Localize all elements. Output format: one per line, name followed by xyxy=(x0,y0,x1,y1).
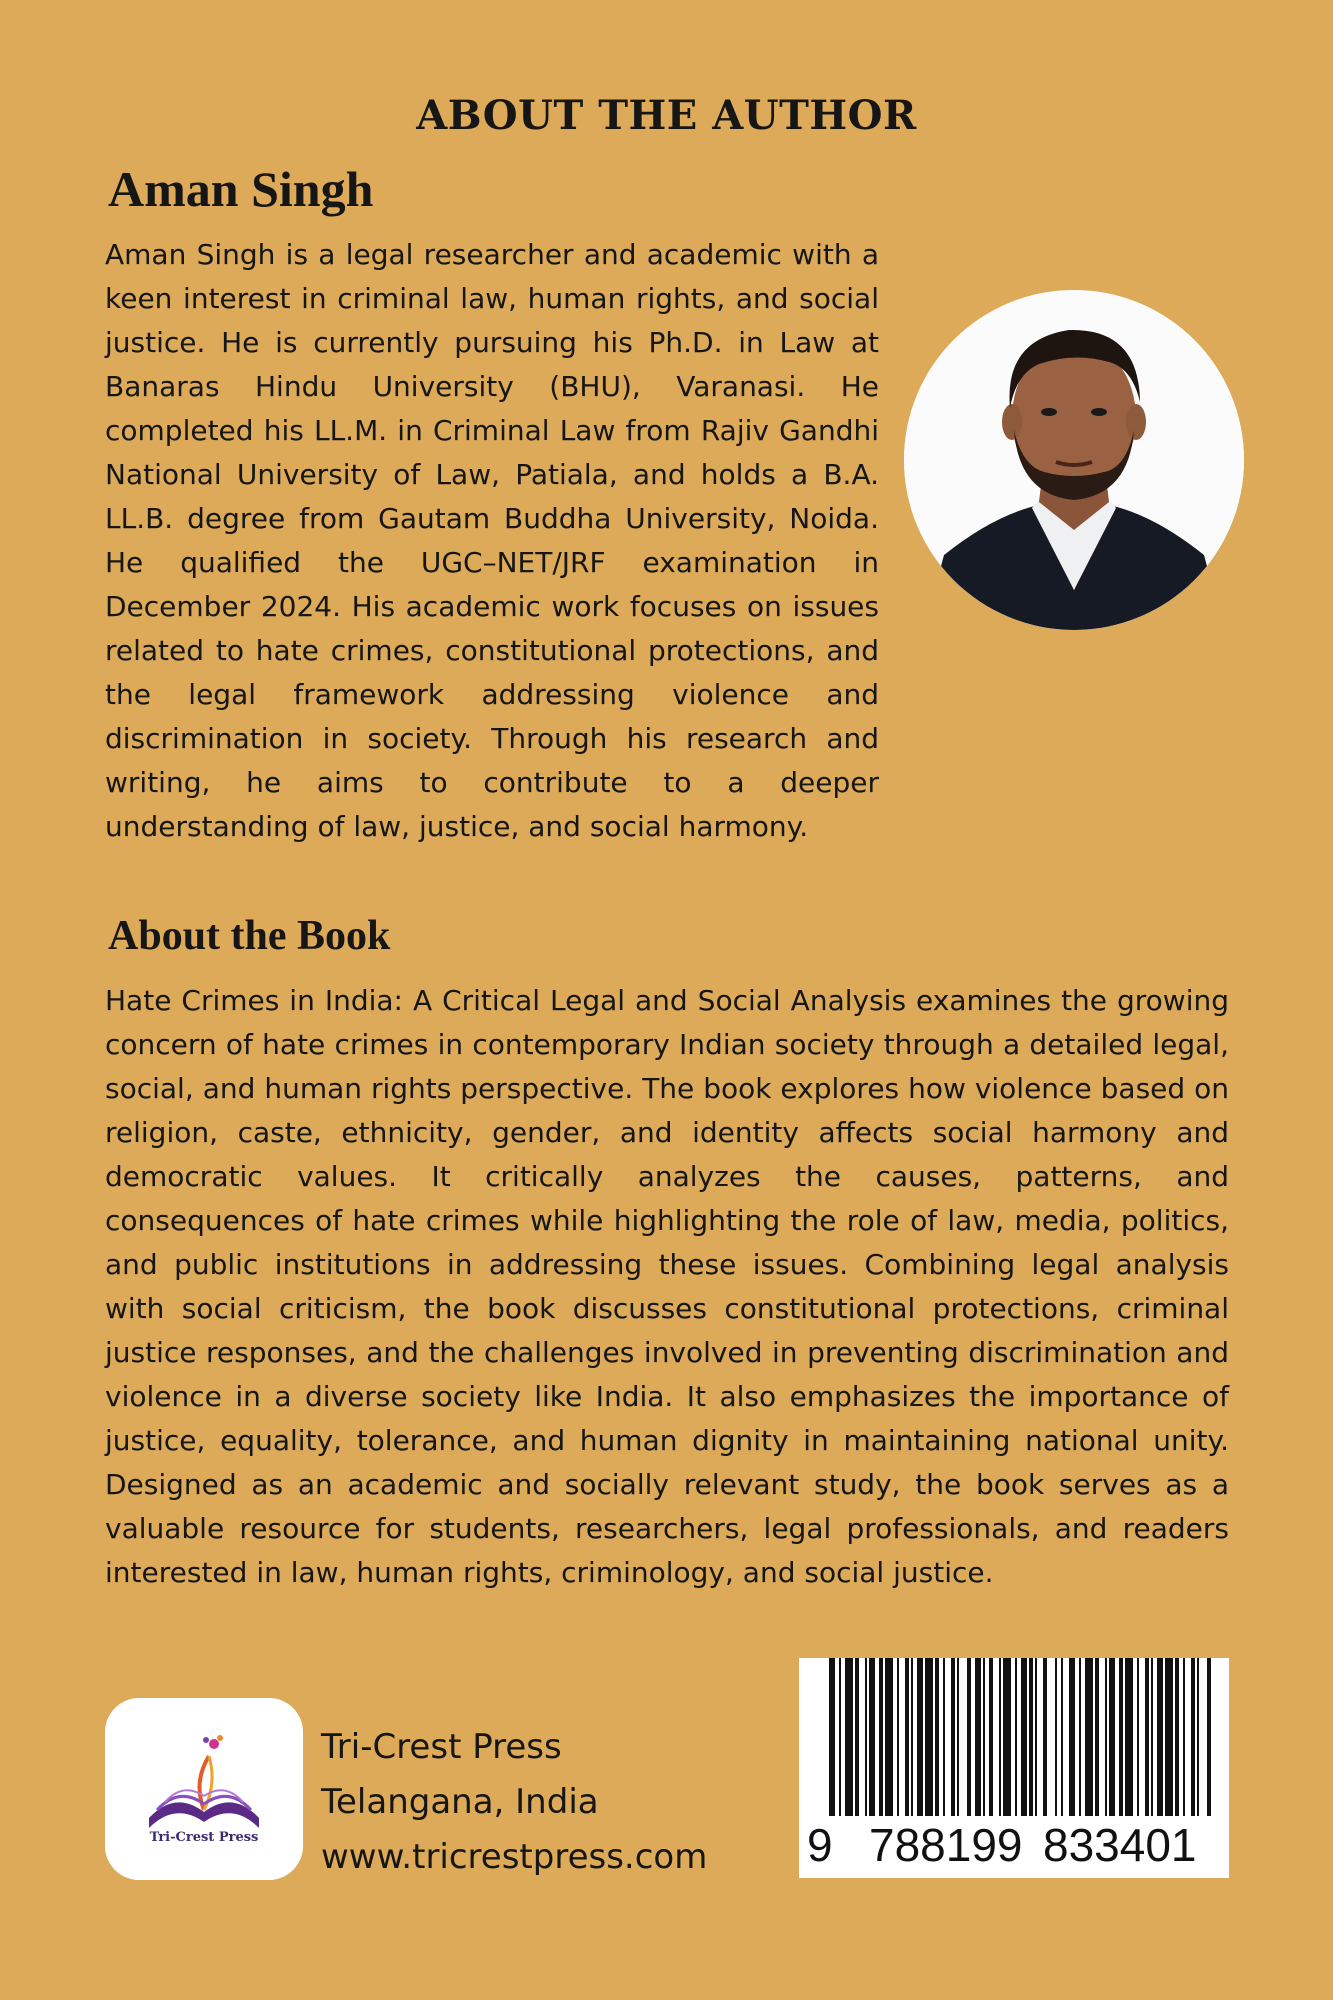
author-photo xyxy=(904,290,1244,630)
isbn-barcode xyxy=(799,1658,1229,1878)
author-name: Aman Singh xyxy=(108,161,374,217)
logo-wordmark: Tri-Crest Press xyxy=(149,1830,259,1845)
about-author-heading: ABOUT THE AUTHOR xyxy=(416,92,917,139)
barcode-bars xyxy=(799,1658,1229,1818)
publisher-location: Telangana, India xyxy=(321,1782,599,1822)
book-description: Hate Crimes in India: A Critical Legal and Social Analysis examines the growing concern of hate crimes in contemporary Indian society through a detailed legal, social, and human rights perspective. The book explores how violence based on religion, caste, ethnicity, gender, and identity affects social harmony and democratic values. It critically analyzes the causes, patterns, and consequences of hate crimes while highlighting the role of law, media, politics, and public institutions in addressing these issues. Combining legal analysis with social criticism, the book discusses constitutional protections, criminal justice responses, and the challenges involved in preventing discrimination and violence in a diverse society like India. It also emphasizes the importance of justice, equality, tolerance, and human dignity in maintaining national unity. Designed as an academic and socially relevant study, the book serves as a valuable resource for students, researchers, legal professionals, and readers interested in law, human rights, criminology, and social justice. xyxy=(105,984,1229,1589)
author-bio: Aman Singh is a legal researcher and academic with a keen interest in criminal law, human rights, and social justice. He is currently pursuing his Ph.D. in Law at Banaras Hindu University (BHU), Varanasi. He completed his LL.M. in Criminal Law from Rajiv Gandhi National University of Law, Patiala, and holds a B.A. LL.B. degree from Gautam Buddha University, Noida. He qualified the UGC–NET/JRF examination in December 2024. His academic work focuses on issues related to hate crimes, constitutional protections, and the legal framework addressing violence and discrimination in society. Through his research and writing, he aims to contribute to a deeper understanding of law, justice, and social harmony. xyxy=(105,238,879,843)
publisher-logo xyxy=(105,1698,303,1880)
book-crest-icon xyxy=(105,1698,303,1880)
barcode-digit-group-1: 788199 xyxy=(869,1819,1023,1871)
barcode-digit-group-2: 833401 xyxy=(1043,1819,1197,1871)
publisher-name: Tri-Crest Press xyxy=(321,1727,562,1767)
barcode-digit-prefix: 9 xyxy=(807,1819,833,1871)
publisher-website[interactable]: www.tricrestpress.com xyxy=(321,1837,708,1877)
publisher-info xyxy=(321,1720,707,1885)
about-book-heading: About the Book xyxy=(108,913,391,959)
